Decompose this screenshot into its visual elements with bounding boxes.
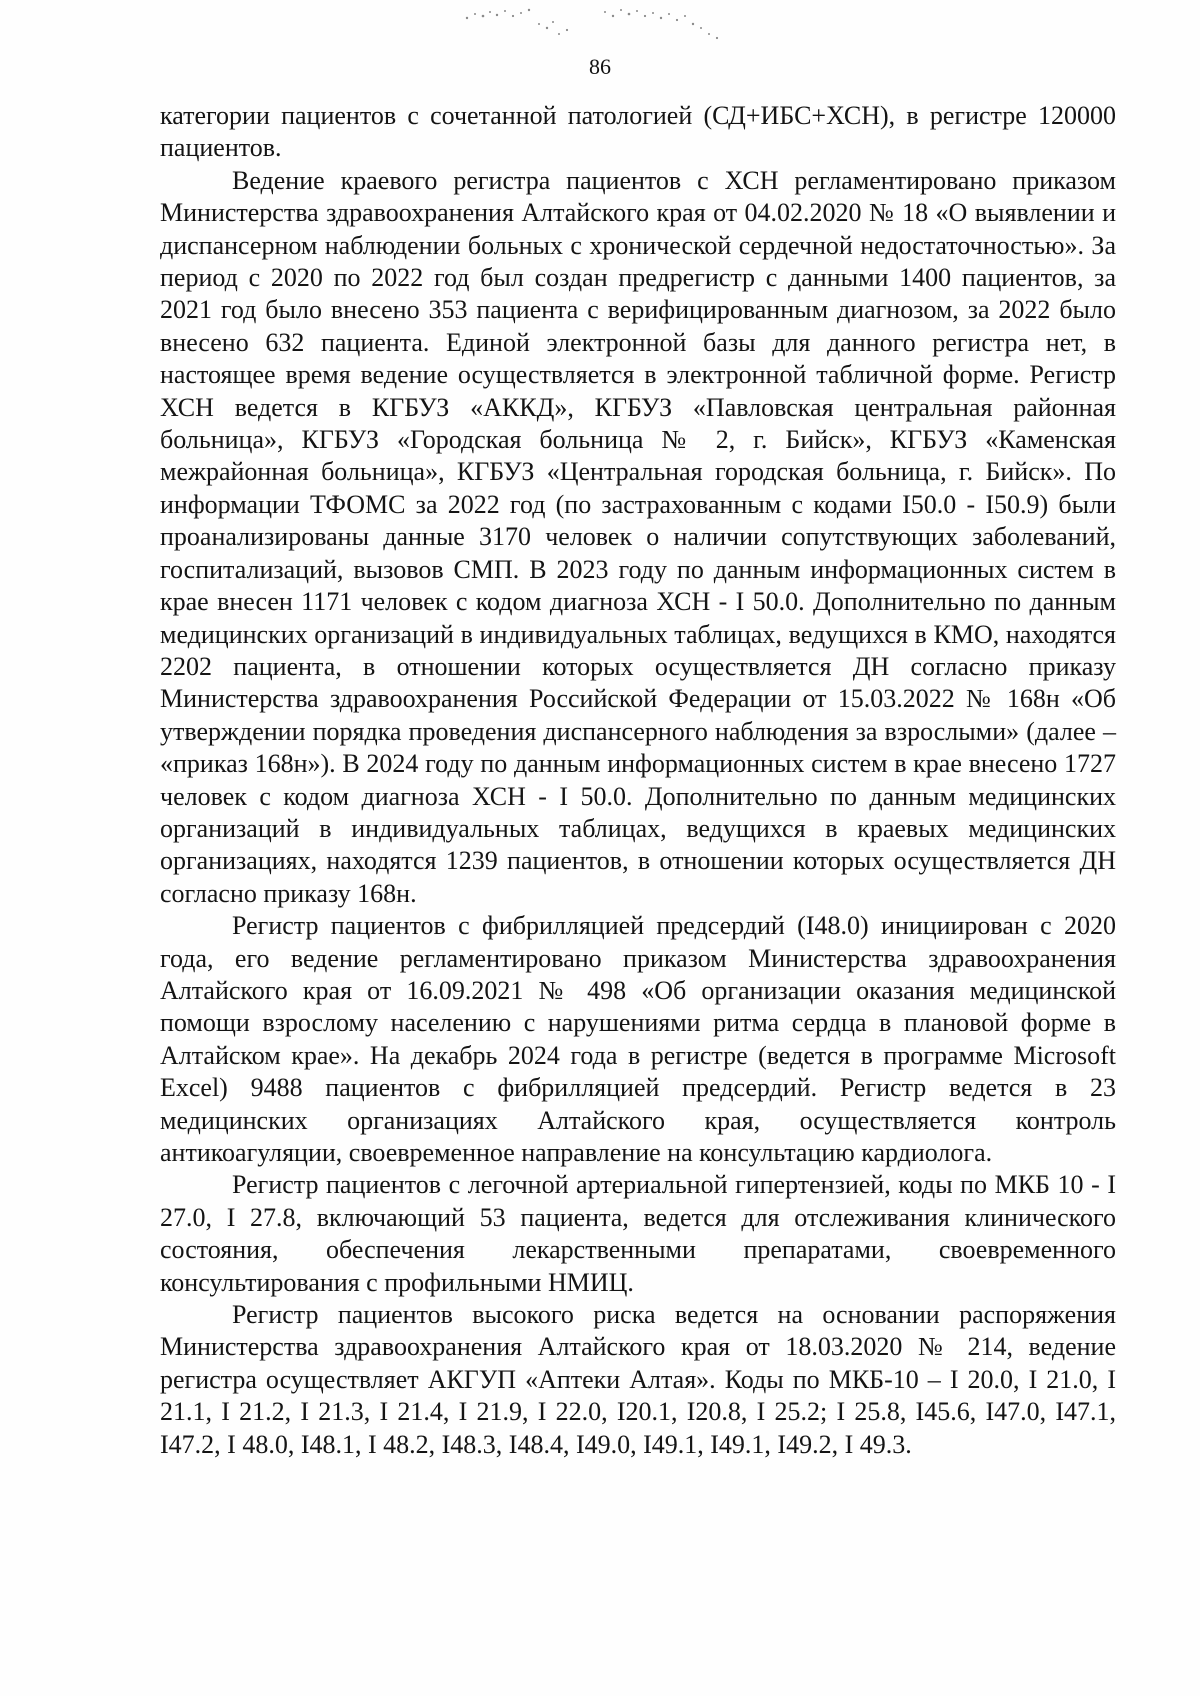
paragraph-atrial-fibrillation-registry: Регистр пациентов с фибрилляцией предсердий (I48.0) инициирован с 2020 года, его ведение регламентировано приказом Министерства здравоохранения Алтайского края от 16.09.2021 № 498 «Об организации оказания медицинской помощи взрослому населению с нарушениями ритма сердца в плановой форме в Алтайском крае». На декабрь 2024 года в регистре (ведется в программе Microsoft Excel) 9488 пациентов с фибрилляцией предсердий. Регистр ведется в 23 медицинских организациях Алтайского края, осуществляется контроль антикоагуляции, своевременное направление на консультацию кардиолога. (160, 911, 1116, 1167)
document-body (160, 100, 1116, 1461)
page-number: 86 (589, 54, 611, 79)
paragraph-high-risk-registry: Регистр пациентов высокого риска ведется на основании распоряжения Министерства здравоохранения Алтайского края от 18.03.2020 № 214, ведение регистра осуществляет АКГУП «Аптеки Алтая». Коды по МКБ-10 – I 20.0, I 21.0, I 21.1, I 21.2, I 21.3, I 21.4, I 21.9, I 22.0, I20.1, I20.8, I 25.2; I 25.8, I45.6, I47.0, I47.1, I47.2, I 48.0, I48.1, I 48.2, I48.3, I48.4, I49.0, I49.1, I49.1, I49.2, I 49.3. (160, 1300, 1116, 1459)
paragraph-heart-failure-registry: Ведение краевого регистра пациентов с ХСН регламентировано приказом Министерства здравоохранения Алтайского края от 04.02.2020 № 18 «О выявлении и диспансерном наблюдении больных с хронической сердечной недостаточностью». За период с 2020 по 2022 год был создан предрегистр с данными 1400 пациентов, за 2021 год было внесено 353 пациента с верифицированным диагнозом, за 2022 было внесено 632 пациента. Единой электронной базы для данного регистра нет, в настоящее время ведение осуществляется в электронной табличной форме. Регистр ХСН ведется в КГБУЗ «АККД», КГБУЗ «Павловская центральная районная больница», КГБУЗ «Городская больница № 2, г. Бийск», КГБУЗ «Каменская межрайонная больница», КГБУЗ «Центральная городская больница, г. Бийск». По информации ТФОМС за 2022 год (по застрахованным с кодами I50.0 - I50.9) были проанализированы данные 3170 человек о наличии сопутствующих заболеваний, госпитализаций, вызовов СМП. В 2023 году по данным информационных систем в крае внесен 1171 человек с кодом диагноза ХСН - I 50.0. Дополнительно по данным медицинских организаций в индивидуальных таблицах, ведущихся в КМО, находятся 2202 пациента, в отношении которых осуществляется ДН согласно приказу Министерства здравоохранения Российской Федерации от 15.03.2022 № 168н «Об утверждении порядка проведения диспансерного наблюдения за взрослыми» (далее – «приказ 168н»). В 2024 году по данным информационных систем в крае внесено 1727 человек с кодом диагноза ХСН - I 50.0. Дополнительно по данным медицинских организаций в индивидуальных таблицах, ведущихся в краевых медицинских организациях, находятся 1239 пациентов, в отношении которых осуществляется ДН согласно приказу 168н. (160, 165, 1116, 908)
paragraph-pulmonary-hypertension-registry: Регистр пациентов с легочной артериальной гипертензией, коды по МКБ 10 - I 27.0, I 27.8, включающий 53 пациента, ведется для отслеживания клинического состояния, обеспечения лекарственными препаратами, своевременного консультирования с профильными НМИЦ. (160, 1170, 1116, 1297)
scan-artifact-icon (455, 4, 785, 44)
paragraph-continuation: категории пациентов с сочетанной патологией (СД+ИБС+ХСН), в регистре 120000 пациентов. (160, 101, 1116, 163)
